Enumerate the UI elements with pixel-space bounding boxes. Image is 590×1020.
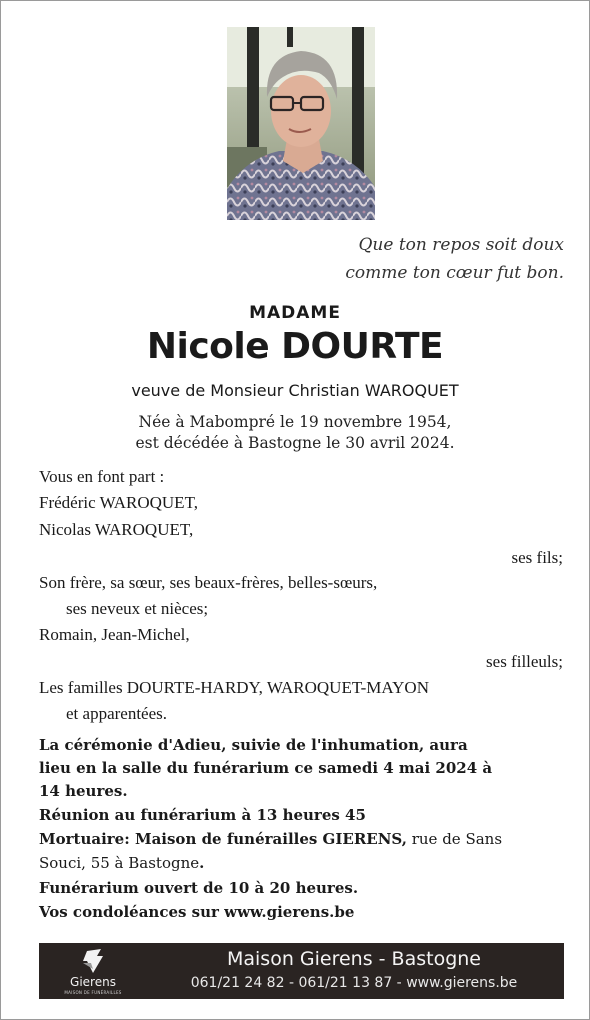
logo-text: Gierens <box>70 975 116 989</box>
deceased-name: Nicole DOURTE <box>146 326 444 367</box>
families-line: Les familles DOURTE-HARDY, WAROQUET-MAYON <box>39 678 429 697</box>
sons-label: ses fils; <box>511 548 563 567</box>
quote-line-2: comme ton cœur fut bon. <box>345 263 564 283</box>
mortuary-label: Mortuaire: Maison de funérailles GIERENS, <box>39 830 407 848</box>
mortuary-end: . <box>199 854 205 872</box>
meeting-time: Réunion au funérarium à 13 heures 45 <box>39 806 366 824</box>
quote-line-1: Que ton repos soit doux <box>358 235 564 255</box>
gierens-logo <box>53 947 133 997</box>
mortuary-line-2 <box>39 852 204 874</box>
memorial-quote <box>204 231 564 287</box>
widow-of: veuve de Monsieur Christian WAROQUET <box>131 381 459 400</box>
banner-title: Maison Gierens - Bastogne <box>226 948 481 970</box>
portrait-photo <box>227 27 375 220</box>
birth-line: Née à Mabompré le 19 novembre 1954, <box>138 413 452 431</box>
related-line: et apparentées. <box>66 704 167 723</box>
nephews-line: ses neveux et nièces; <box>66 599 209 618</box>
ceremony-line-3: 14 heures. <box>39 782 128 800</box>
godchildren-label: ses filleuls; <box>486 652 563 671</box>
logo-subtitle: MAISON DE FUNÉRAILLES <box>64 990 122 995</box>
banner-contact: 061/21 24 82 - 061/21 13 87 - www.gierens.be <box>190 975 518 991</box>
logo-mark-icon <box>53 947 133 975</box>
son-2: Nicolas WAROQUET, <box>39 520 194 539</box>
death-line: est décédée à Bastogne le 30 avril 2024. <box>135 434 455 452</box>
siblings-line: Son frère, sa sœur, ses beaux-frères, belles-sœurs, <box>39 573 378 592</box>
ceremony-line-2: lieu en la salle du funérarium ce samedi 4 mai 2024 à <box>39 759 493 777</box>
birth-death-info <box>0 412 590 454</box>
mortuary-address-1: rue de Sans <box>406 830 503 848</box>
mortuary-address-2: Souci, 55 à Bastogne <box>39 854 200 872</box>
ceremony-line-1: La cérémonie d'Adieu, suivie de l'inhumation, aura <box>39 736 468 754</box>
son-1: Frédéric WAROQUET, <box>39 493 198 512</box>
godchildren-line: Romain, Jean-Michel, <box>39 625 190 644</box>
funeral-home-banner <box>39 943 564 999</box>
condolences-line: Vos condoléances sur www.gierens.be <box>39 903 355 921</box>
opening-hours: Funérarium ouvert de 10 à 20 heures. <box>39 879 359 897</box>
honorific: MADAME <box>249 303 341 323</box>
announcement-intro: Vous en font part : <box>39 467 165 486</box>
mortuary-line <box>39 828 502 850</box>
